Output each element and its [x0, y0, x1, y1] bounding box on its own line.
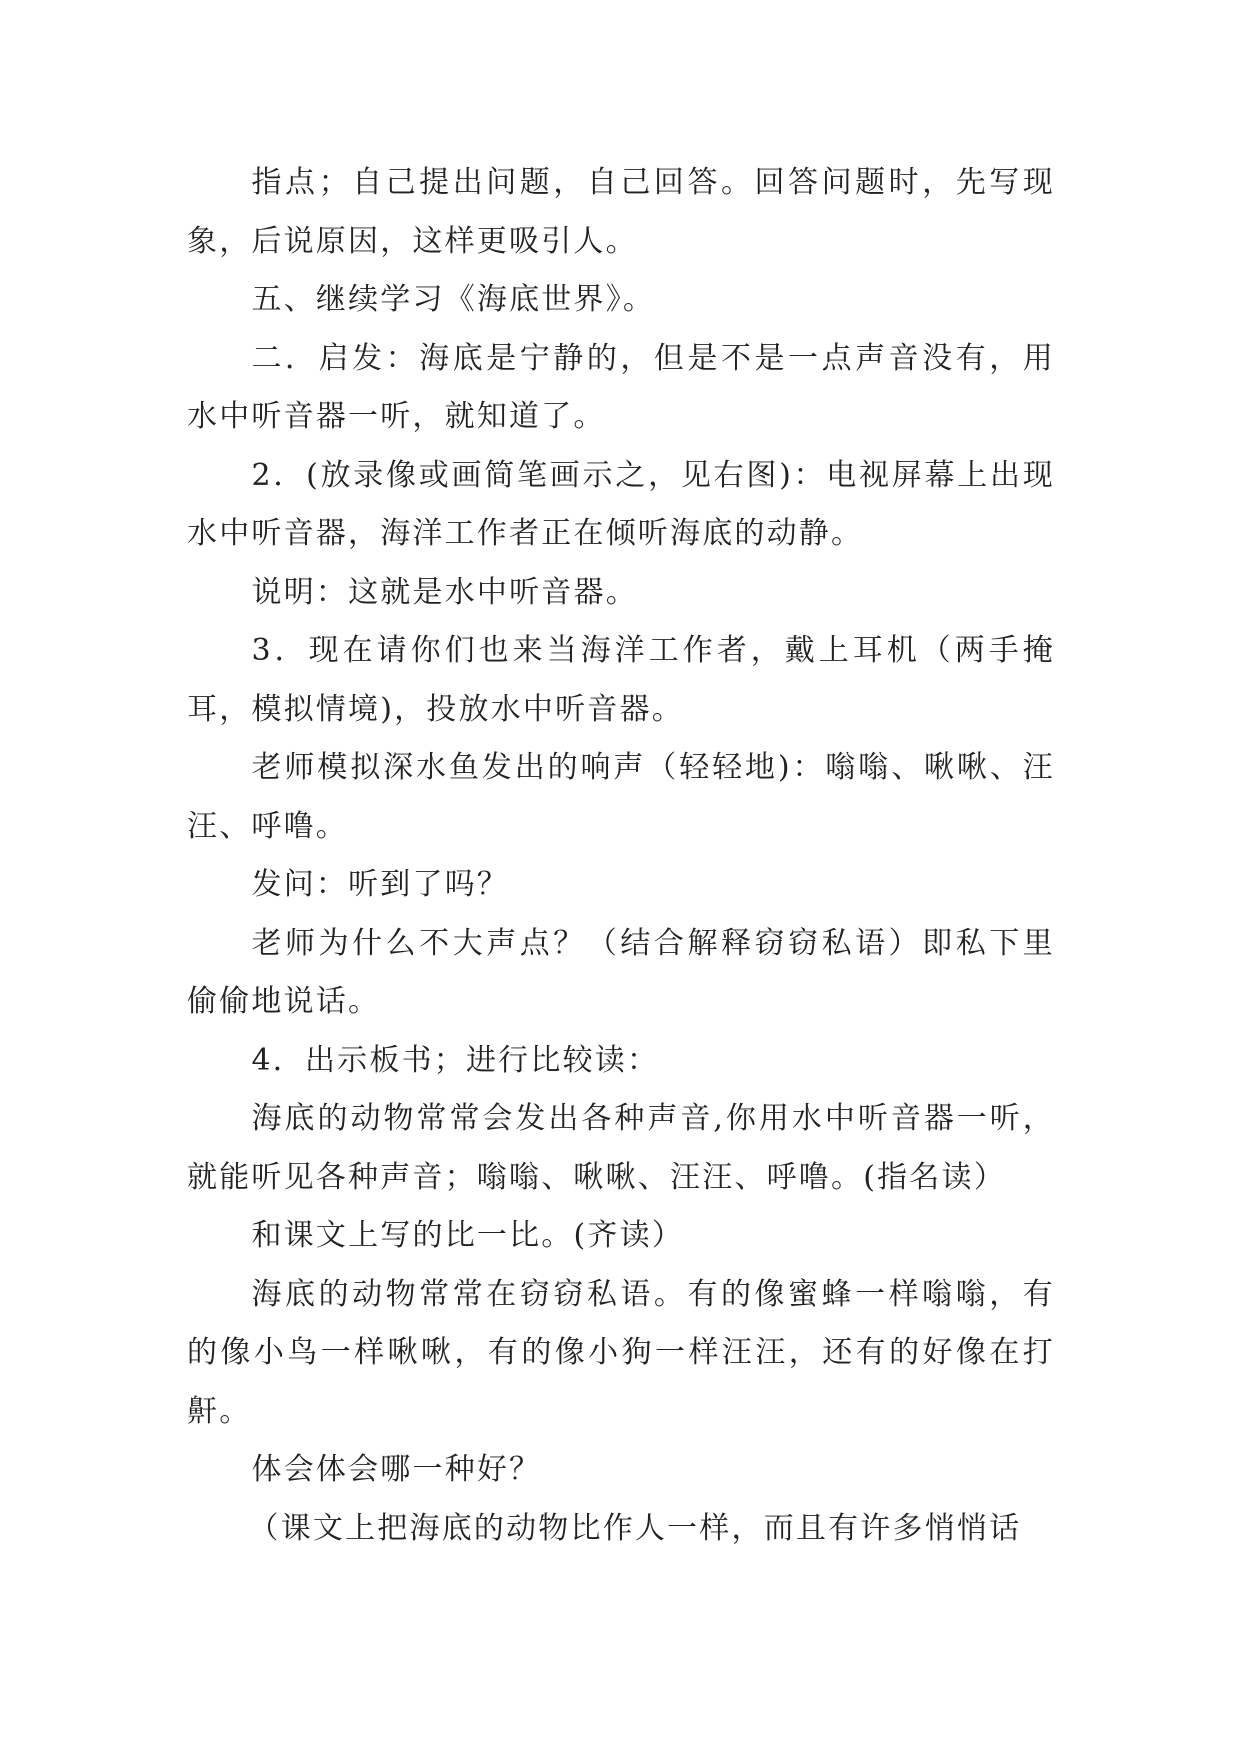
paragraph-2: 五、继续学习《海底世界》。 — [251, 282, 656, 317]
paragraph-10: 4．出示板书；进行比较读： — [251, 1042, 660, 1078]
paragraph-7: 老师模拟深水鱼发出的响声（轻轻地)：嗡嗡、啾啾、汪汪、呼噜。 — [187, 750, 1055, 844]
paragraph-4: 2．(放录像或画简笔画示之，见右图)：电视屏幕上出现水中听音器，海洋工作者正在倾听海底的动静。 — [187, 457, 1055, 551]
paragraph-9: 老师为什么不大声点？（结合解释窃窃私语）即私下里偷偷地说话。 — [187, 925, 1055, 1019]
paragraph-6: 3．现在请你们也来当海洋工作者，戴上耳机（两手掩耳，模拟情境)，投放水中听音器。 — [187, 633, 1055, 727]
paragraph-12: 和课文上写的比一比。(齐读） — [251, 1218, 685, 1253]
paragraph-14: 体会体会哪一种好？ — [251, 1452, 542, 1487]
document-body — [187, 154, 1055, 1558]
paragraph-15: （课文上把海底的动物比作人一样，而且有许多悄悄话 — [248, 1510, 1022, 1546]
paragraph-11: 海底的动物常常会发出各种声音,你用水中听音器一听，就能听见各种声音；嗡嗡、啾啾、汪汪、呼噜。(指名读） — [187, 1101, 1055, 1195]
paragraph-8: 发问：听到了吗？ — [251, 867, 510, 902]
paragraph-13: 海底的动物常常在窃窃私语。有的像蜜蜂一样嗡嗡，有的像小鸟一样啾啾，有的像小狗一样汪汪，还有的好像在打鼾。 — [187, 1276, 1055, 1429]
paragraph-1: 指点；自己提出问题，自己回答。回答问题时，先写现象，后说原因，这样更吸引人。 — [187, 165, 1055, 259]
paragraph-3: 二．启发：海底是宁静的，但是不是一点声音没有，用水中听音器一听，就知道了。 — [187, 340, 1055, 434]
paragraph-5: 说明：这就是水中听音器。 — [251, 574, 638, 610]
